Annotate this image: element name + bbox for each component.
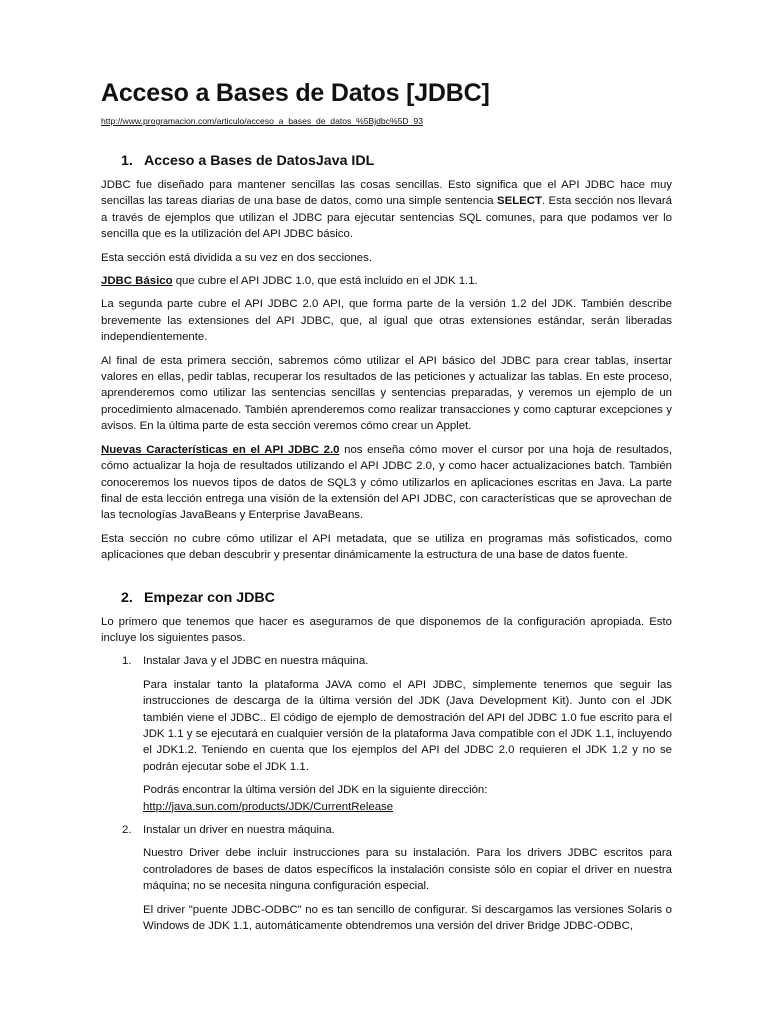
section-2-heading <box>101 589 672 607</box>
step-1-paragraph-2 <box>143 782 672 815</box>
list-marker: 1. <box>122 655 132 668</box>
step-2-label: Instalar un driver en nuestra máquina. <box>143 824 335 836</box>
step-2-body <box>143 845 672 934</box>
section-1-paragraph-2: Esta sección está dividida a su vez en dos secciones. <box>101 251 372 264</box>
nuevas-caracteristicas-link[interactable]: Nuevas Características en el API JDBC 2.0 <box>101 443 340 456</box>
document-title: Acceso a Bases de Datos [JDBC] <box>101 79 490 107</box>
step-1-body <box>143 677 672 815</box>
step-2-paragraph-1: Nuestro Driver debe incluir instrucciones para su instalación. Para los drivers JDBC escritos para controladores de bases de datos específicos la instalación consiste sólo en copiar el driver en nuestra máquina; no se necesita ninguna configuración especial. <box>143 847 672 893</box>
step-1-label: Instalar Java y el JDBC en nuestra máquina. <box>143 655 369 668</box>
setup-steps-list <box>101 653 672 934</box>
section-1-number: 1. <box>121 153 133 169</box>
section-1-paragraph-4: La segunda parte cubre el API JDBC 2.0 API, que forma parte de la versión 1.2 del JDK. También describe brevemente las extensiones del API JDBC, que, al igual que otras extensiones estándar, serán liberadas independientemente. <box>101 298 672 344</box>
select-keyword: SELECT <box>497 195 542 208</box>
paragraph-text: que cubre el API JDBC 1.0, que está incluido en el JDK 1.1. <box>172 275 478 288</box>
paragraph-text: Podrás encontrar la última versión del JDK en la siguiente dirección: <box>143 784 488 797</box>
section-2-intro: Lo primero que tenemos que hacer es asegurarnos de que disponemos de la configuración apropiada. Esto incluye los siguientes pasos. <box>101 615 672 644</box>
section-1-paragraph-5: Al final de esta primera sección, sabremos cómo utilizar el API básico del JDBC para crear tablas, insertar valores en ellas, pedir tablas, recuperar los resultados de las peticiones y actualizar las tablas. En este proceso, aprenderemos como utilizar las sentencias sencillas y sentencias preparadas, y veremos un ejemplo de un procedimiento almacenado. También aprenderemos como realizar transacciones y como capturar excepciones y avisos. En la última parte de esta sección veremos cómo crear un Applet. <box>101 354 672 433</box>
list-item <box>101 653 672 815</box>
section-1-paragraph-3 <box>101 273 672 289</box>
step-1-paragraph-1: Para instalar tanto la plataforma JAVA como el API JDBC, simplemente tenemos que seguir las instrucciones de descarga de la última versión del JDK (Java Development Kit). Junto con el JDK también viene el JDBC.. El código de ejemplo de demostración del API del JDBC 1.0 fue escrito para el JDK 1.1 y se ejecutará en cualquier versión de la plataforma Java compatible con el JDK 1.1, incluyendo el JDK1.2. Teniendo en cuenta que los ejemplos del API del JDBC 2.0 requieren el JDK 1.2 y no se podrán ejecutar sobe el JDK 1.1. <box>143 678 672 773</box>
paragraph-text: . Esta sección nos llevará a través de ejemplos que utilizan el JDBC para ejecutar sentencias SQL comunes, para que podamos ver lo sencilla que es la utilización del API JDBC básico. <box>101 195 672 241</box>
section-1-paragraph-6 <box>101 442 672 524</box>
list-marker: 2. <box>122 824 132 836</box>
document-content <box>101 78 672 941</box>
section-2-number: 2. <box>121 589 133 606</box>
section-1-title: Acceso a Bases de DatosJava IDL <box>144 153 375 169</box>
paragraph-text: JDBC fue diseñado para mantener sencillas las cosas sencillas. Esto significa que el API JDBC hace muy sencillas las tareas diarias de una base de datos, como una simple sentencia <box>101 179 672 208</box>
jdbc-basico-link[interactable]: JDBC Básico <box>101 275 173 288</box>
step-2-paragraph-2: El driver "puente JDBC-ODBC" no es tan sencillo de configurar. Si descargamos las versiones Solaris o Windows de JDK 1.1, automáticamente obtendremos una versión del driver Bridge JDBC-ODBC, <box>143 903 672 933</box>
section-1-paragraph-7: Esta sección no cubre cómo utilizar el API metadata, que se utiliza en programas más sofisticados, como aplicaciones que deban descubrir y presentar dinámicamente la estructura de una base de datos fuente. <box>101 532 672 562</box>
section-1-heading <box>101 152 672 170</box>
source-url-link[interactable]: http://www.programacion.com/articulo/acceso_a_bases_de_datos_%5Bjdbc%5D_93 <box>101 116 423 126</box>
jdk-download-link[interactable]: http://java.sun.com/products/JDK/CurrentRelease <box>143 800 394 813</box>
section-2-title: Empezar con JDBC <box>144 589 275 606</box>
list-item <box>101 822 672 934</box>
paragraph-text: nos enseña cómo mover el cursor por una hoja de resultados, cómo actualizar la hoja de resultados utilizando el API JDBC 2.0, y como hacer actualizaciones batch. También conoceremos los nuevos tipos de datos de SQL3 y cómo utilizarlos en aplicaciones escritas en Java. La parte final de esta lección entrega una visión de la extensión del API JDBC, con características que se aprovechan de las tecnologías JavaBeans y Enterprise JavaBeans. <box>101 443 672 522</box>
section-1-paragraph-1 <box>101 177 672 243</box>
